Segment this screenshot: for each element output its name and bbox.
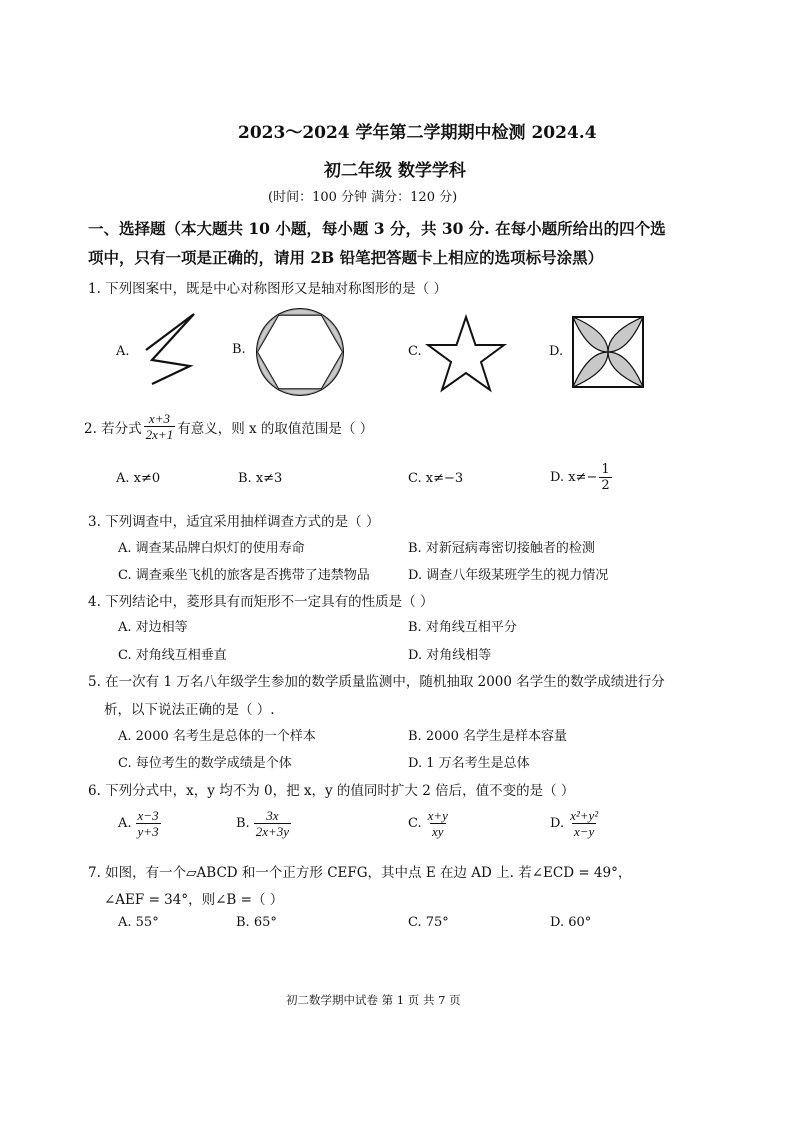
question-3-text: 3. 下列调查中，适宜采用抽样调查方式的是（ ） (88, 514, 380, 530)
q5-option-a: A. 2000 名考生是总体的一个样本 (118, 729, 316, 744)
q6-a-num: x−3 (137, 808, 159, 823)
q5-option-b: B. 2000 名学生是样本容量 (408, 729, 568, 744)
question-2-text (84, 411, 373, 442)
q4-option-b: B. 对角线互相平分 (408, 620, 517, 635)
q3-option-b: B. 对新冠病毒密切接触者的检测 (408, 541, 595, 556)
q6-option-d-label: D. (550, 816, 565, 831)
q4-option-d: D. 对角线相等 (408, 648, 492, 663)
exam-time-info: (时间：100 分钟 满分：120 分) (268, 190, 458, 205)
q2-option-d (550, 462, 612, 493)
q2-frac-num: x+3 (148, 411, 170, 426)
q6-option-a-fraction (136, 808, 161, 839)
q6-option-b-label: B. (236, 816, 250, 831)
q4-option-c: C. 对角线互相垂直 (118, 648, 227, 663)
q6-option-c (408, 808, 450, 839)
star-figure (424, 314, 508, 394)
q7-option-a: A. 55° (118, 915, 159, 930)
q7-option-d: D. 60° (550, 915, 592, 930)
zigzag-figure (142, 310, 198, 386)
q2-frac-den: 2x+1 (145, 427, 174, 442)
q7-option-c: C. 75° (408, 915, 449, 930)
q6-c-den: xy (432, 824, 444, 839)
q3-option-d: D. 调查八年级某班学生的视力情况 (408, 568, 609, 583)
q6-b-den: 2x+3y (255, 824, 289, 839)
q6-option-a (118, 808, 161, 839)
exam-title: 2023～2024 学年第二学期期中检测 2024.4 (238, 123, 597, 143)
q2-option-d-num: 1 (601, 462, 610, 477)
q3-option-c: C. 调查乘坐飞机的旅客是否携带了违禁物品 (118, 568, 370, 583)
q2-option-c: C. x≠−3 (408, 471, 464, 486)
q5-option-c: C. 每位考生的数学成绩是个体 (118, 756, 292, 771)
q6-c-num: x+y (427, 808, 448, 823)
question-5-line2: 析，以下说法正确的是（ ）. (104, 702, 275, 718)
exam-subject: 初二年级 数学学科 (324, 161, 466, 181)
q6-option-d-fraction (568, 808, 600, 839)
question-4-text: 4. 下列结论中，菱形具有而矩形不一定具有的性质是（ ） (88, 594, 434, 610)
q2-option-b: B. x≠3 (238, 471, 283, 486)
q6-d-num: x²+y² (570, 808, 599, 823)
question-6-text: 6. 下列分式中，x，y 均不为 0，把 x，y 的值同时扩大 2 倍后，值不变的是（ ） (88, 783, 575, 799)
q6-d-den: x−y (573, 824, 595, 839)
section-heading-line2: 项中，只有一项是正确的，请用 2B 铅笔把答题卡上相应的选项标号涂黑） (88, 248, 604, 267)
q6-option-b-fraction (254, 808, 291, 839)
q2-suffix: 有意义，则 x 的取值范围是（ ） (177, 420, 374, 437)
section-heading-line1: 一、选择题（本大题共 10 小题，每小题 3 分，共 30 分. 在每小题所给出的四个选 (88, 219, 666, 238)
q1-option-a-label: A. (116, 344, 130, 359)
q3-option-a: A. 调查某品牌白炽灯的使用寿命 (118, 541, 305, 556)
q1-option-c-label: C. (408, 344, 422, 359)
q4-option-a: A. 对边相等 (118, 620, 188, 635)
question-5-line1: 5. 在一次有 1 万名八年级学生参加的数学质量监测中，随机抽取 2000 名学生的数学成绩进行分 (88, 674, 665, 690)
q1-option-d-label: D. (549, 344, 564, 359)
q6-a-den: y+3 (137, 824, 159, 839)
question-7-line2: ∠AEF = 34°，则∠B =（ ） (104, 892, 284, 908)
square-petal-figure (570, 314, 646, 390)
question-1-text: 1. 下列图案中，既是中心对称图形又是轴对称图形的是（ ） (88, 281, 447, 297)
q2-option-d-fraction (599, 462, 611, 493)
q2-prefix: 2. 若分式 (84, 420, 142, 437)
q6-option-a-label: A. (118, 816, 132, 831)
circle-hexagon-figure (254, 306, 346, 398)
q2-option-a: A. x≠0 (116, 471, 161, 486)
page-footer: 初二数学期中试卷 第 1 页 共 7 页 (286, 993, 461, 1007)
q7-option-b: B. 65° (236, 915, 277, 930)
q6-option-c-fraction (426, 808, 450, 839)
q6-option-d (550, 808, 600, 839)
question-7-line1: 7. 如图，有一个▱ABCD 和一个正方形 CEFG，其中点 E 在边 AD 上. 若∠ECD = 49°， (88, 865, 632, 881)
q6-option-b (236, 808, 291, 839)
q2-option-d-label: D. x≠− (550, 470, 598, 485)
q2-fraction (144, 411, 176, 442)
q6-option-c-label: C. (408, 816, 422, 831)
q6-b-num: 3x (266, 808, 279, 823)
q1-option-b-label: B. (232, 342, 246, 357)
q5-option-d: D. 1 万名考生是总体 (408, 756, 530, 771)
q2-option-d-den: 2 (601, 478, 610, 493)
